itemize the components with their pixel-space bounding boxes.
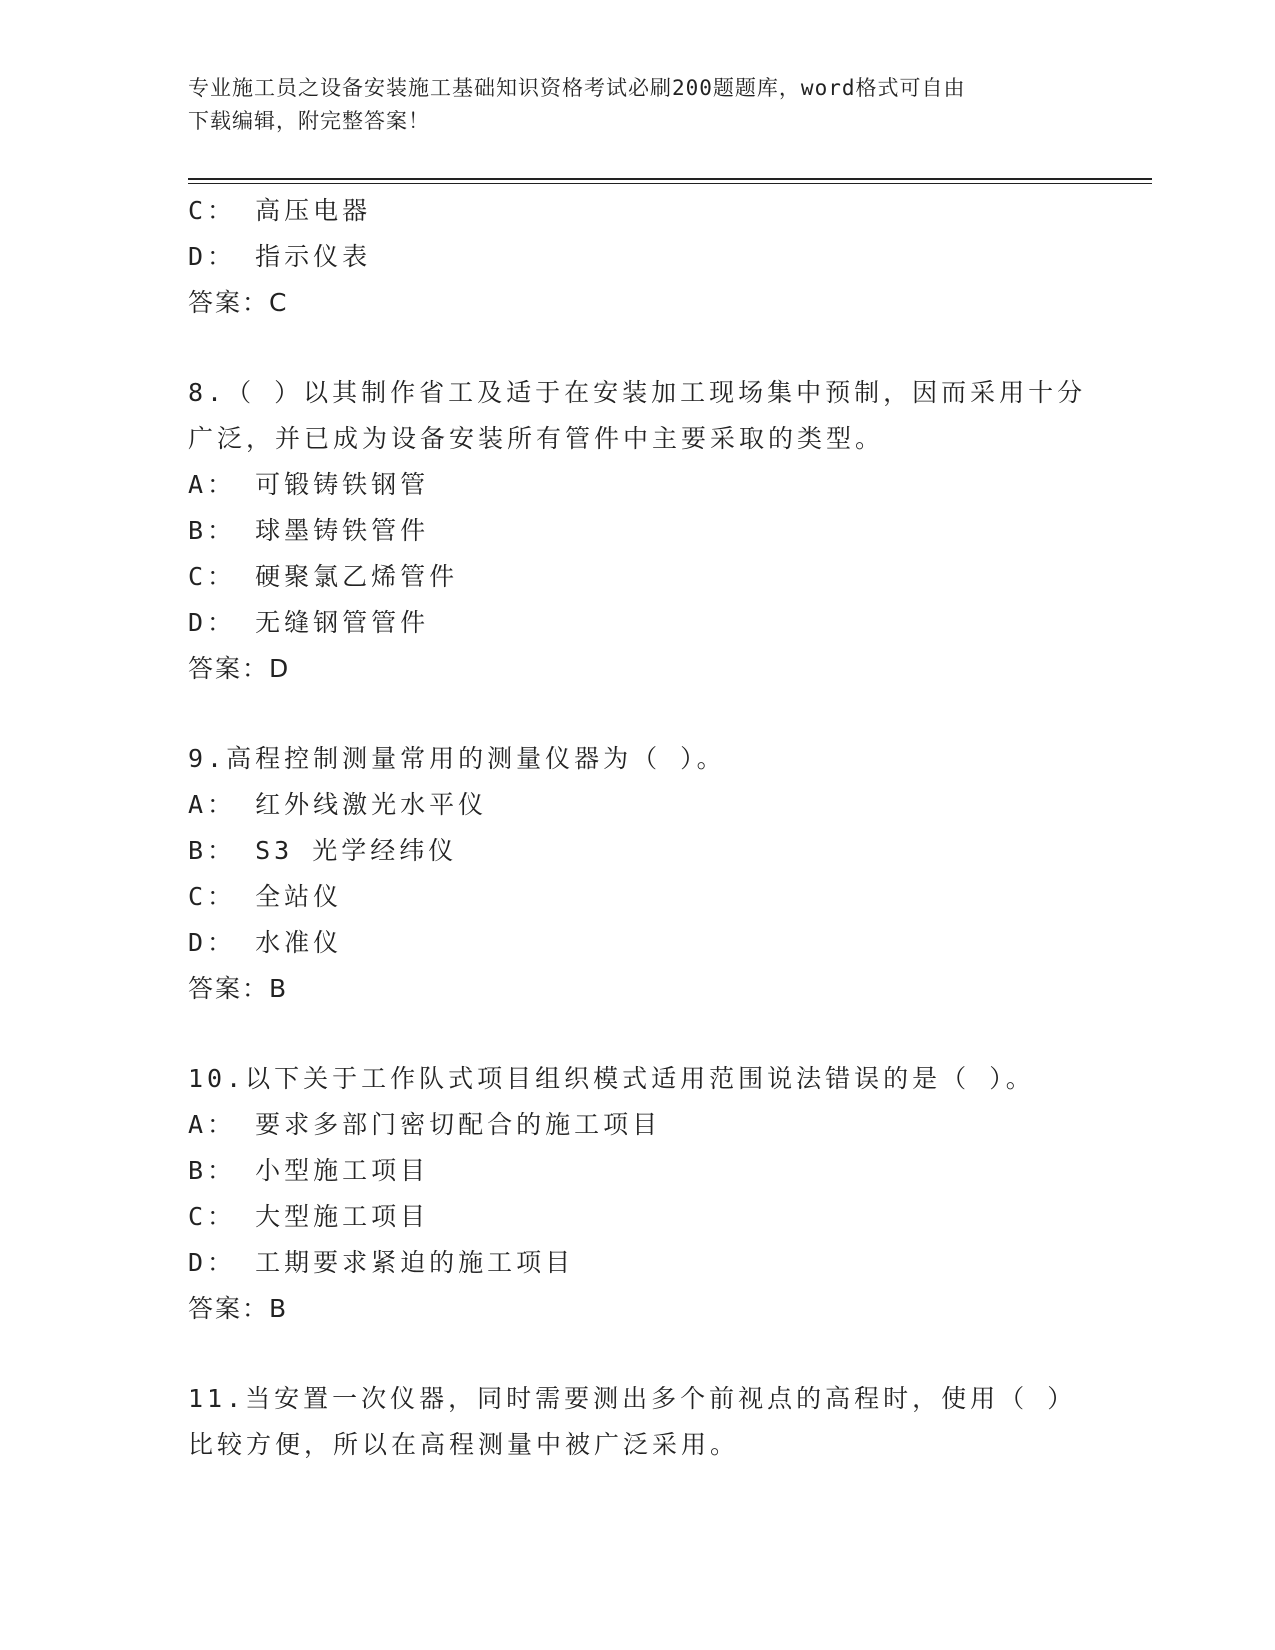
option-b: B： S3 光学经纬仪 [188,836,458,865]
option-d: D： 指示仪表 [188,242,372,271]
option-b: B： 球墨铸铁管件 [188,516,430,545]
option-b: B： 小型施工项目 [188,1156,430,1185]
answer: 答案：D [188,654,291,683]
question-10 [188,1056,1088,1332]
header-title-line-2: 下载编辑，附完整答案！ [188,109,430,133]
spacer [188,1332,1088,1376]
option-c: C： 硬聚氯乙烯管件 [188,562,459,591]
spacer [188,1012,1088,1056]
question-7-continued [188,188,1088,326]
question-11 [188,1376,1088,1468]
option-c: C： 高压电器 [188,196,372,225]
option-d: D： 工期要求紧迫的施工项目 [188,1248,575,1277]
spacer [188,326,1088,370]
answer: 答案：B [188,1294,289,1323]
header-divider-thin [188,183,1152,184]
option-a: A： 要求多部门密切配合的施工项目 [188,1110,662,1139]
document-header [188,72,1078,138]
question-stem-line-2: 比较方便，所以在高程测量中被广泛采用。 [188,1430,740,1459]
question-list [188,188,1088,1468]
answer: 答案：C [188,288,289,317]
option-d: D： 无缝钢管管件 [188,608,430,637]
answer: 答案：B [188,974,289,1003]
question-stem-line-1: 8.（ ）以其制作省工及适于在安装加工现场集中预制，因而采用十分 [188,378,1087,407]
option-a: A： 可锻铸铁钢管 [188,470,430,499]
question-9 [188,736,1088,1012]
option-a: A： 红外线激光水平仪 [188,790,488,819]
question-stem-line-1: 9.高程控制测量常用的测量仪器为（ ）。 [188,744,726,773]
option-d: D： 水准仪 [188,928,343,957]
option-c: C： 大型施工项目 [188,1202,430,1231]
option-c: C： 全站仪 [188,882,343,911]
spacer [188,692,1088,736]
question-stem-line-1: 11.当安置一次仪器，同时需要测出多个前视点的高程时，使用（ ） [188,1384,1077,1413]
header-title-line-1: 专业施工员之设备安装施工基础知识资格考试必刷200题题库，word格式可自由 [188,76,966,100]
question-stem-line-1: 10.以下关于工作队式项目组织模式适用范围说法错误的是（ ）。 [188,1064,1035,1093]
question-8 [188,370,1088,692]
question-stem-line-2: 广泛，并已成为设备安装所有管件中主要采取的类型。 [188,424,885,453]
header-divider-thick [188,178,1152,180]
